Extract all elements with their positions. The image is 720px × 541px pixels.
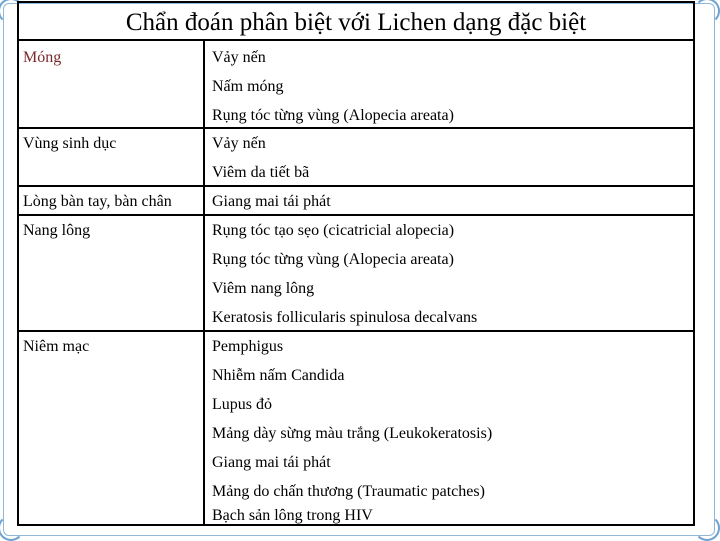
category-cell: Móng (23, 49, 62, 66)
diagnosis-item: Rụng tóc tạo sẹo (cicatricial alopecia) (212, 222, 455, 239)
diagnosis-item: Keratosis follicularis spinulosa decalvans (212, 309, 478, 326)
diagnosis-item: Pemphigus (212, 338, 284, 355)
category-cell: Vùng sinh dục (23, 135, 117, 152)
diagnosis-item: Mảng dày sừng màu trắng (Leukokeratosis) (212, 425, 493, 442)
diagnosis-item: Viêm nang lông (212, 280, 315, 297)
diagnosis-item: Giang mai tái phát (212, 454, 331, 471)
diagnosis-item: Rụng tóc từng vùng (Alopecia areata) (212, 107, 454, 124)
row-divider (19, 330, 693, 332)
diagnosis-item: Mảng do chấn thương (Traumatic patches) (212, 483, 485, 500)
category-cell: Nang lông (23, 222, 91, 239)
corner-ornament (694, 515, 720, 541)
diagnosis-item: Rụng tóc từng vùng (Alopecia areata) (212, 251, 454, 268)
diagnosis-item: Bạch sản lông trong HIV (212, 507, 373, 524)
diagnosis-item: Vảy nến (212, 49, 266, 66)
diagnosis-item: Vảy nến (212, 135, 266, 152)
differential-diagnosis-table (17, 1, 695, 526)
row-divider (19, 127, 693, 129)
diagnosis-item: Nhiễm nấm Candida (212, 367, 345, 384)
table-title: Chẩn đoán phân biệt với Lichen dạng đặc biệt (19, 3, 693, 41)
row-divider (19, 214, 693, 216)
category-cell: Niêm mạc (23, 338, 90, 355)
diagnosis-item: Viêm da tiết bã (212, 164, 310, 181)
category-cell: Lòng bàn tay, bàn chân (23, 193, 172, 210)
diagnosis-item: Lupus đỏ (212, 396, 272, 413)
corner-ornament (694, 0, 720, 24)
row-divider (19, 185, 693, 187)
column-divider (203, 41, 205, 524)
diagnosis-item: Nấm móng (212, 78, 284, 95)
diagnosis-item: Giang mai tái phát (212, 193, 331, 210)
